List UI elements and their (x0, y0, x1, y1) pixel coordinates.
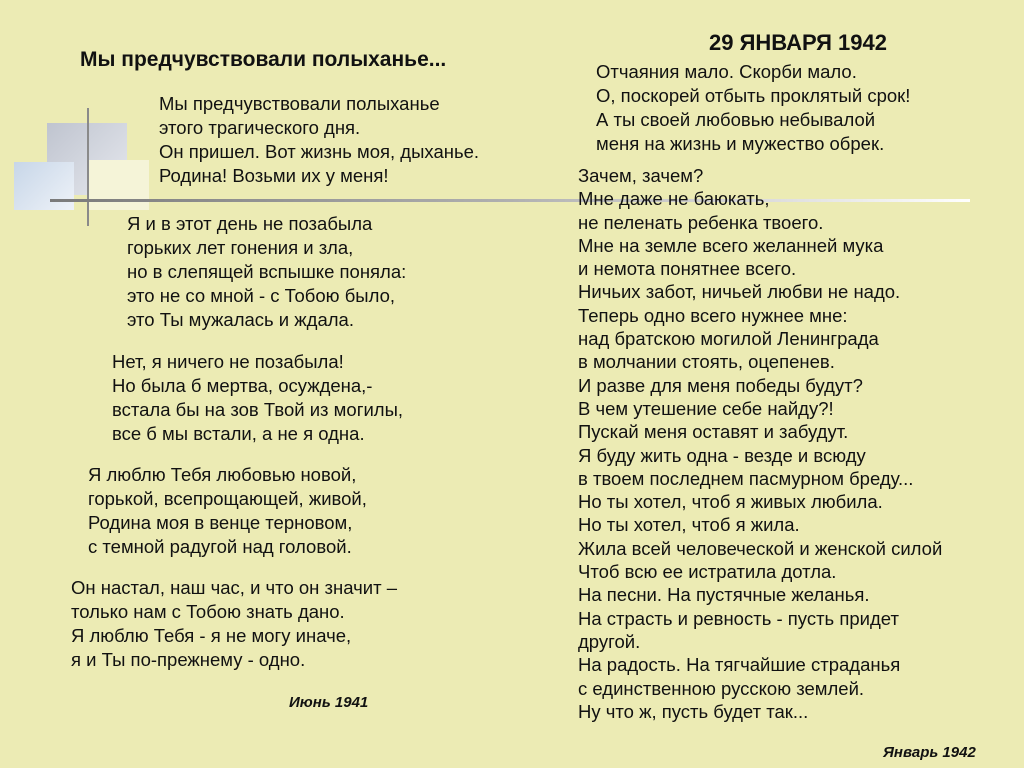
poem-line: На страсть и ревность - пусть придет (578, 607, 899, 629)
right-poem-title: 29 ЯНВАРЯ 1942 (709, 30, 887, 55)
poem-line: Жила всей человеческой и женской силой (578, 537, 943, 559)
poem-line: только нам с Тобою знать дано. (71, 601, 345, 622)
poem-line: Он пришел. Вот жизнь моя, дыханье. (159, 141, 480, 162)
left-poem-title: Мы предчувствовали полыханье... (80, 48, 447, 71)
poem-line: Мне даже не баюкать, (578, 188, 770, 210)
right-stanza-1 (596, 60, 910, 156)
poem-line: Теперь одно всего нужнее мне: (578, 304, 848, 326)
poem-line: другой. (578, 630, 641, 652)
left-stanza-1 (159, 92, 479, 188)
right-poem-date: Январь 1942 (883, 744, 976, 761)
poem-line: Родина моя в венце терновом, (88, 512, 353, 533)
poem-line: в молчании стоять, оцепенев. (578, 351, 835, 373)
poem-line: с единственною русскою землей. (578, 677, 865, 699)
poem-line: с темной радугой над головой. (88, 536, 352, 557)
poem-line: Ну что ж, пусть будет так... (578, 700, 809, 722)
poem-line: над братскою могилой Ленинграда (578, 328, 879, 350)
poem-line: Я и в этот день не позабыла (127, 213, 373, 234)
poem-line: Нет, я ничего не позабыла! (112, 351, 344, 372)
poem-line: Но ты хотел, чтоб я жила. (578, 514, 800, 536)
poem-line: но в слепящей вспышке поняла: (127, 261, 407, 282)
poem-line: И разве для меня победы будут? (578, 374, 863, 396)
left-stanza-3 (112, 350, 403, 446)
poem-line: это Ты мужалась и ждала. (127, 309, 354, 330)
left-poem-date: Июнь 1941 (289, 694, 369, 711)
poem-line: в твоем последнем пасмурном бреду... (578, 467, 914, 489)
poem-line: Пускай меня оставят и забудут. (578, 421, 849, 443)
decor-vertical-line (87, 108, 89, 226)
poem-line: Я люблю Тебя любовью новой, (88, 464, 357, 485)
poem-line: Зачем, зачем? (578, 165, 704, 186)
poem-line: Отчаяния мало. Скорби мало. (596, 61, 857, 82)
left-stanza-2 (127, 212, 406, 332)
poem-line: этого трагического дня. (159, 117, 361, 138)
poem-line: А ты своей любовью небывалой (596, 109, 876, 130)
poem-line: Я буду жить одна - везде и всюду (578, 444, 866, 466)
left-stanza-5 (71, 576, 397, 672)
poem-line: горькой, всепрощающей, живой, (88, 488, 367, 509)
poem-line: Мне на земле всего желанней мука (578, 234, 884, 256)
poem-line: я и Ты по-прежнему - одно. (71, 649, 306, 670)
poem-line: Я люблю Тебя - я не могу иначе, (71, 625, 352, 646)
poem-line: горьких лет гонения и зла, (127, 237, 354, 258)
decor-square-blue (14, 162, 74, 210)
poem-line: Чтоб всю ее истратила дотла. (578, 561, 837, 583)
poem-line: встала бы на зов Твой из могилы, (112, 399, 404, 420)
decor-square-cream (87, 160, 149, 210)
right-stanza-2 (578, 164, 942, 723)
poem-line: и немота понятнее всего. (578, 258, 797, 280)
poem-line: Он настал, наш час, и что он значит – (71, 577, 397, 598)
poem-line: все б мы встали, а не я одна. (112, 423, 365, 444)
poem-line: меня на жизнь и мужество обрек. (596, 133, 885, 154)
poem-line: На песни. На пустячные желанья. (578, 584, 870, 606)
poem-line: О, поскорей отбыть проклятый срок! (596, 85, 911, 106)
left-stanza-4 (88, 463, 367, 559)
poem-line: Но ты хотел, чтоб я живых любила. (578, 491, 883, 513)
poem-line: это не со мной - с Тобою было, (127, 285, 396, 306)
poem-line: Но была б мертва, осуждена,- (112, 375, 373, 396)
poem-line: Мы предчувствовали полыханье (159, 93, 440, 114)
poem-line: На радость. На тягчайшие страданья (578, 654, 901, 676)
poem-line: Родина! Возьми их у меня! (159, 165, 389, 186)
poem-line: Ничьих забот, ничьей любви не надо. (578, 281, 901, 303)
poem-line: В чем утешение себе найду?! (578, 397, 834, 419)
poem-line: не пеленать ребенка твоего. (578, 211, 824, 233)
